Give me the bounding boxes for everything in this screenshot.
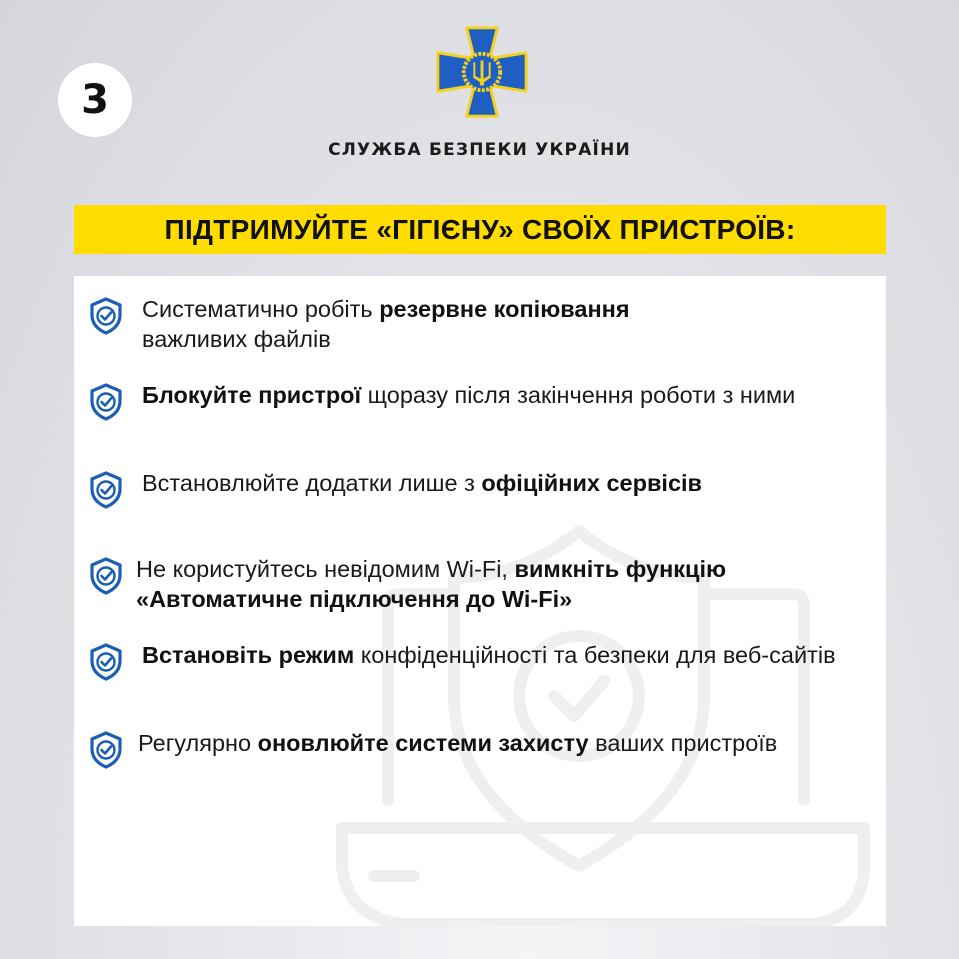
shield-check-icon	[88, 556, 124, 596]
step-number-badge	[58, 63, 132, 137]
step-number: 3	[81, 77, 109, 123]
shield-check-icon	[88, 642, 124, 682]
tip-text: Блокуйте пристрої щоразу після закінчення роботи з ними	[142, 382, 796, 408]
tips-card	[74, 276, 886, 926]
shield-check-icon	[88, 470, 124, 510]
banner-title: ПІДТРИМУЙТЕ «ГІГІЄНУ» СВОЇХ ПРИСТРОЇВ:	[164, 213, 796, 245]
shield-check-icon	[88, 296, 124, 336]
tip-text-continued: важливих файлів	[142, 326, 331, 352]
organization-name: СЛУЖБА БЕЗПЕКИ УКРАЇНИ	[328, 140, 631, 160]
shield-check-icon	[88, 730, 124, 770]
tip-text: Систематично робіть резервне копіювання важливих файлів	[142, 296, 630, 352]
sbu-emblem-icon	[434, 24, 530, 120]
tip-text: Встановіть режим конфіденційності та безпеки для веб-сайтів	[142, 642, 836, 668]
title-banner	[74, 205, 886, 254]
tip-official-apps	[88, 468, 878, 510]
tip-text: Встановлюйте додатки лише з офіційних сервісів	[142, 470, 702, 496]
tip-privacy-mode	[88, 640, 878, 682]
tip-backup	[88, 294, 878, 354]
shield-check-icon	[88, 382, 124, 422]
tip-lock-devices	[88, 380, 878, 422]
tip-text: Регулярно оновлюйте системи захисту ваших пристроїв	[138, 730, 778, 756]
tip-update-protection	[88, 728, 878, 770]
tip-text: Не користуйтесь невідомим Wi-Fi, вимкніть функцію «Автоматичне підключення до Wi-Fi»	[136, 556, 727, 612]
tip-wifi	[88, 554, 878, 614]
